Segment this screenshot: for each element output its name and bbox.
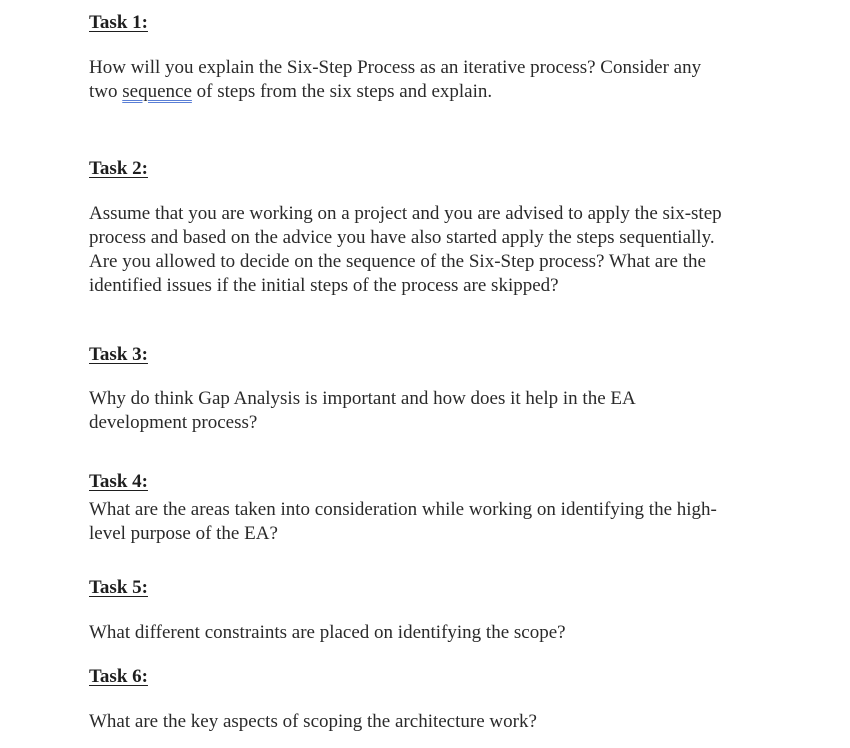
- task-2-heading: Task 2:: [89, 158, 148, 179]
- task-2-line-3: Are you allowed to decide on the sequence of the Six-Step process? What are the: [89, 251, 706, 272]
- task-4-heading: Task 4:: [89, 471, 148, 492]
- task-4-line-2: level purpose of the EA?: [89, 523, 278, 544]
- task-4-line-1: What are the areas taken into consideration while working on identifying the high-: [89, 499, 717, 520]
- task-3-text: [89, 387, 779, 435]
- task-6-line-1: What are the key aspects of scoping the architecture work?: [89, 711, 537, 732]
- proofing-flagged-word[interactable]: sequence: [122, 81, 192, 102]
- task-1-heading: Task 1:: [89, 12, 148, 33]
- task-2-line-2: process and based on the advice you have also started apply the steps sequentially.: [89, 227, 715, 248]
- task-2-text: [89, 202, 779, 298]
- task-2-line-4: identified issues if the initial steps of the process are skipped?: [89, 275, 559, 296]
- task-5-text: [89, 621, 779, 645]
- task-5-heading: Task 5:: [89, 577, 148, 598]
- task-1-line-2a: two: [89, 81, 123, 102]
- task-3-line-2: development process?: [89, 412, 258, 433]
- task-6-heading: Task 6:: [89, 666, 148, 687]
- task-1-line-2b: of steps from the six steps and explain.: [191, 81, 493, 102]
- task-6-text: [89, 710, 779, 734]
- task-3-heading: Task 3:: [89, 344, 148, 365]
- task-1-text: [89, 56, 779, 104]
- task-1-line-1: How will you explain the Six-Step Process as an iterative process? Consider any: [89, 57, 702, 78]
- task-4-text: [89, 498, 779, 546]
- task-5-line-1: What different constraints are placed on identifying the scope?: [89, 622, 566, 643]
- task-2-line-1: Assume that you are working on a project and you are advised to apply the six-step: [89, 203, 722, 224]
- task-3-line-1: Why do think Gap Analysis is important and how does it help in the EA: [89, 388, 636, 409]
